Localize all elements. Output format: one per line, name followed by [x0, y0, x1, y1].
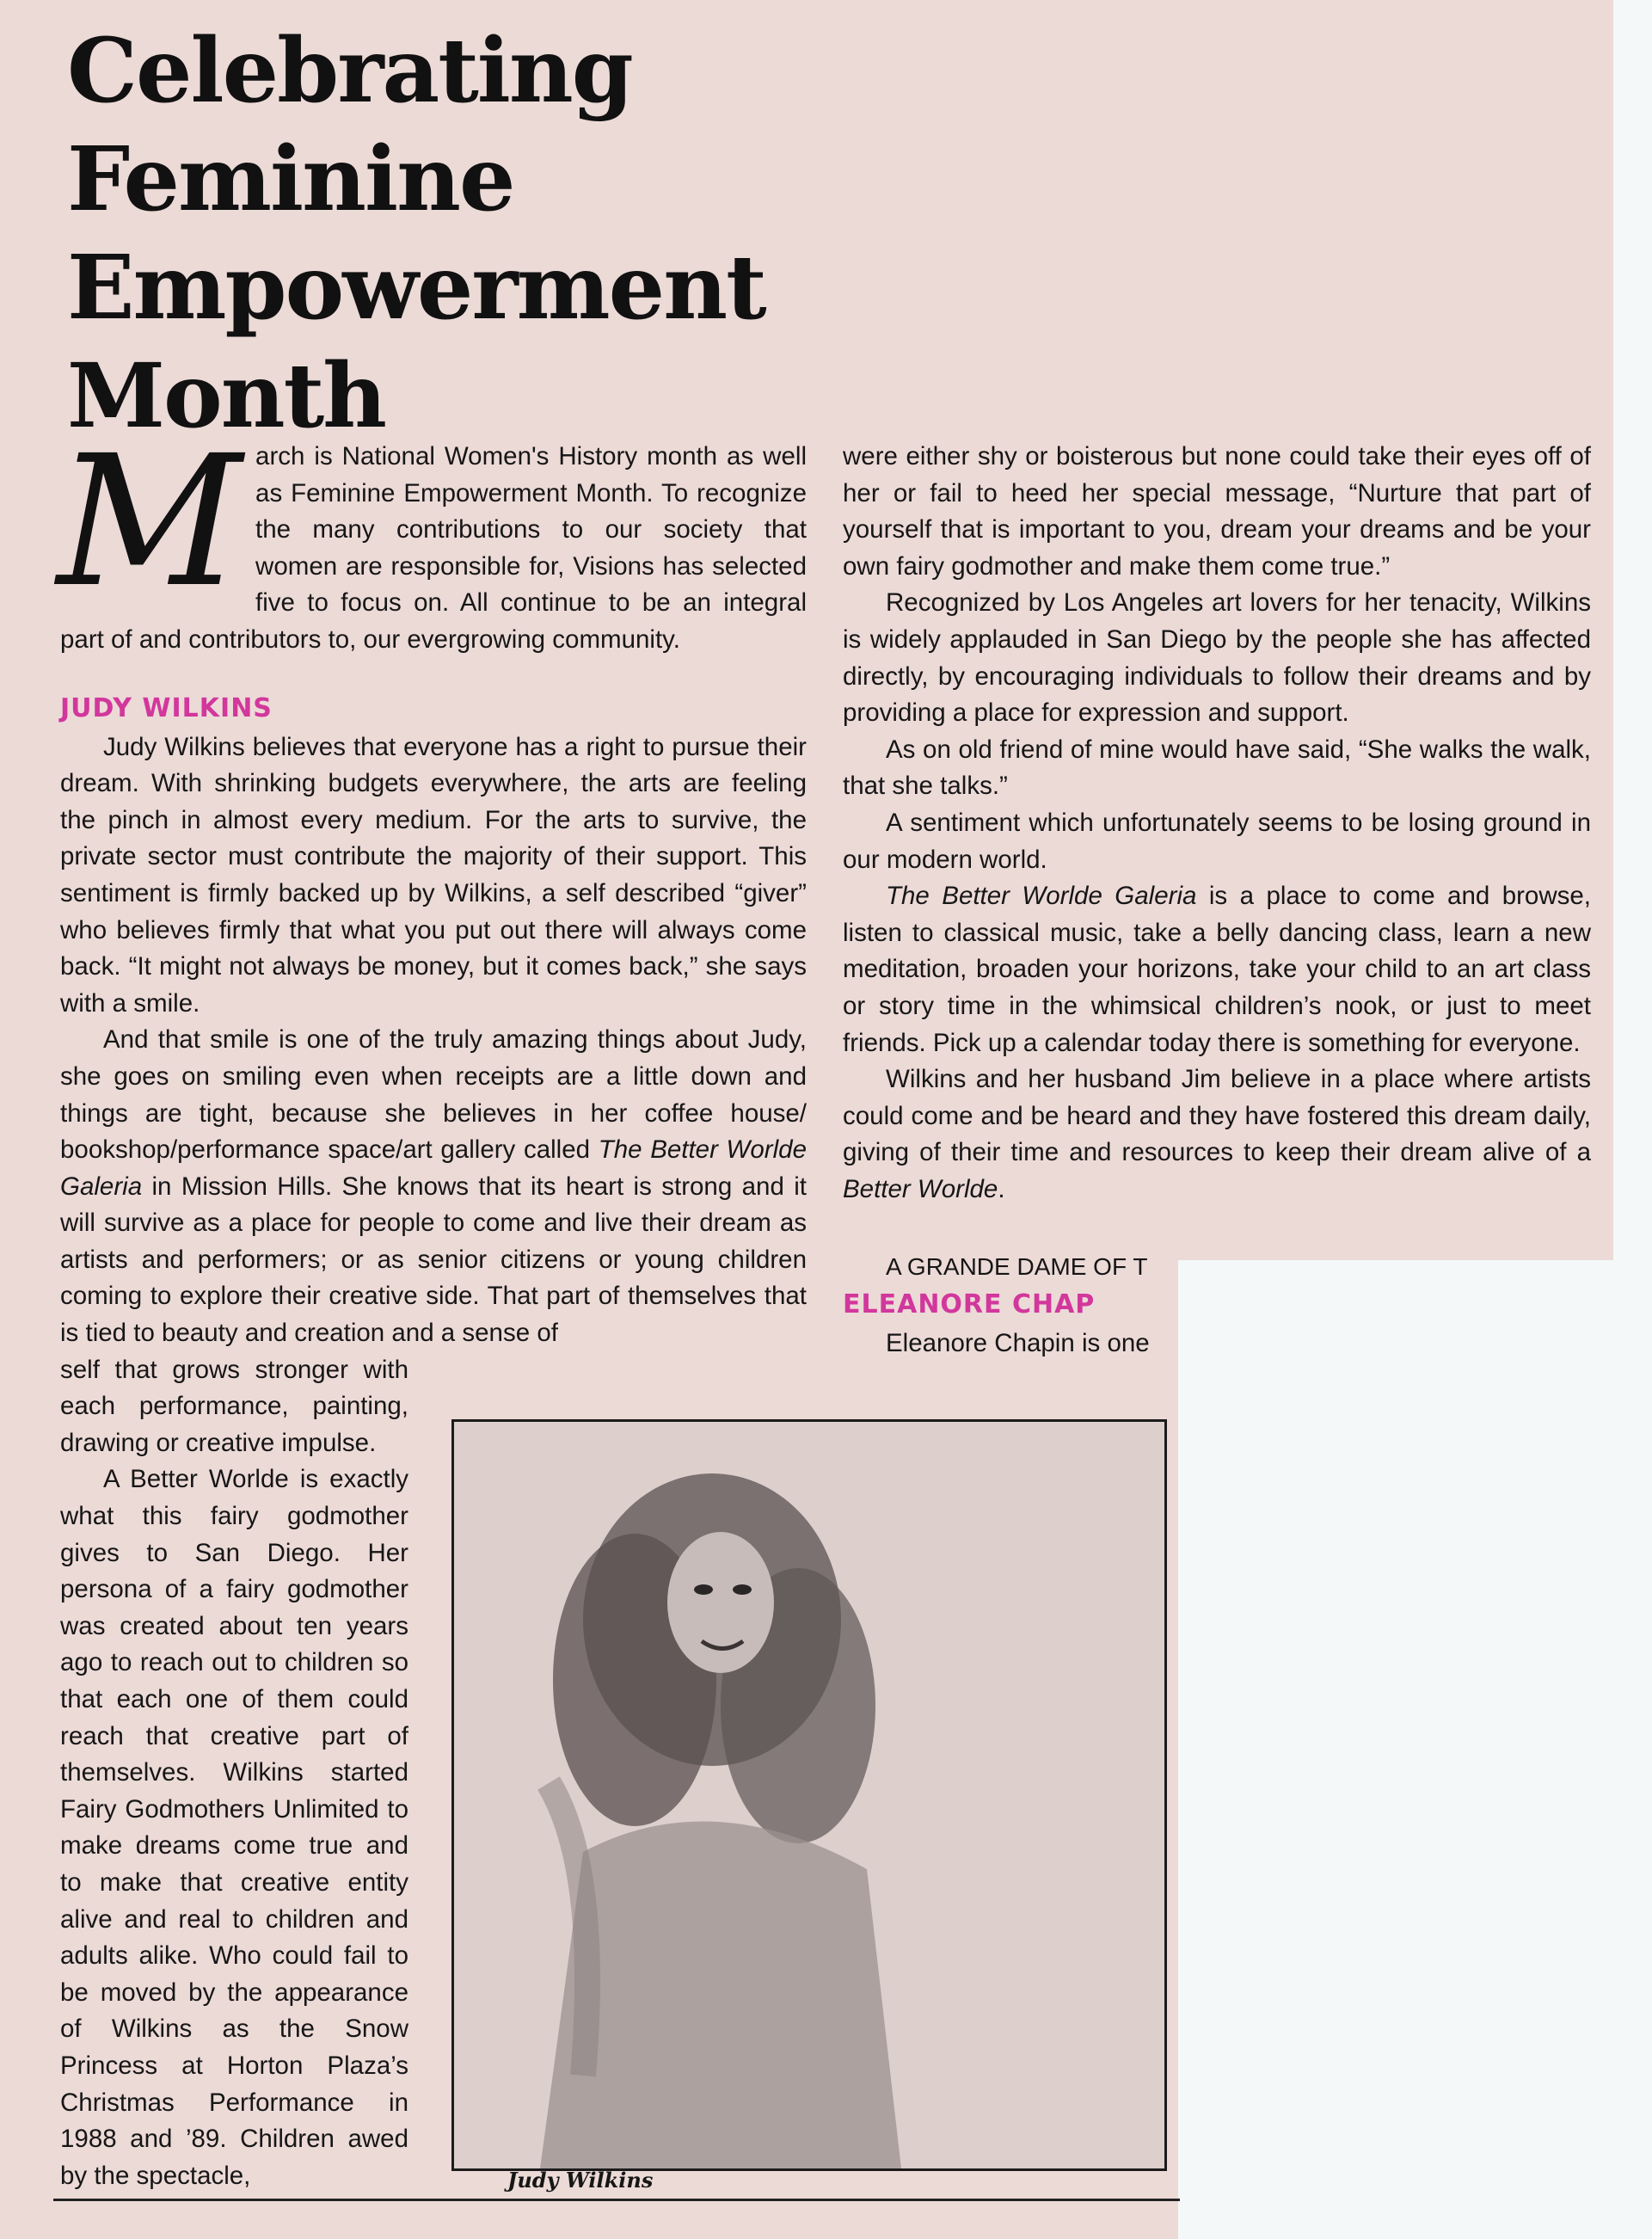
- body-paragraph: Recognized by Los Angeles art lovers for her tenacity, Wilkins is widely applauded in San Diego by the people she has affected directly, by encouraging individuals to follow their dreams and by providing a place for expression and support.: [843, 588, 1591, 728]
- body-paragraph: The Better Worlde Galeria is a place to come and browse, listen to classical music, take a belly dancing class, learn a new meditation, broaden your horizons, take your child to an art class or story time in the whimsical children’s nook, or just to meet friends. Pick up a calendar today there is something for everyone.: [843, 882, 1591, 1057]
- photo-caption: Judy Wilkins: [507, 2168, 654, 2193]
- narrow-wrap-column: [60, 1352, 408, 2195]
- gallery-name: The Better Worlde Galeria: [60, 1135, 807, 1201]
- body-paragraph: were either shy or boisterous but none could take their eyes off of her or fail to heed her special message, “Nurture that part of yourself that is important to you, dream your dreams and be your own fairy godmother and make them come true.”: [843, 442, 1591, 581]
- section-heading-judy-wilkins: JUDY WILKINS: [60, 692, 273, 723]
- body-paragraph: Judy Wilkins believes that everyone has a right to pursue their dream. With shrinking budgets everywhere, the arts are feeling the pinch in almost every medium. For the arts to survive, the private sector must contribute the majority of their support. This sentiment is firmly backed up by Wilkins, a self described “giver” who believes firmly that what you put out there will always come back. “It might not always be money, but it comes back,” she says with a smile.: [60, 732, 807, 1018]
- body-paragraph: A Better Worlde is exactly what this fairy godmother gives to San Diego. Her persona of a fairy godmother was created about ten years ago to reach out to children so that each one of them could reach that creative part of themselves. Wilkins started Fairy Godmothers Unlimited to make dreams come true and to make that creative entity alive and real to children and adults alike. Who could fail to be moved by the appearance of Wilkins as the Snow Princess at Horton Plaza’s Christmas Performance in 1988 and ’89. Children awed by the spectacle,: [60, 1465, 408, 2190]
- photo-frame: [451, 1419, 1167, 2171]
- body-paragraph: As on old friend of mine would have said, “She walks the walk, that she talks.”: [843, 735, 1591, 801]
- body-paragraph: self that grows stronger with each performance, painting, drawing or creative impulse.: [60, 1355, 408, 1457]
- drop-cap: M: [57, 416, 243, 627]
- section-heading-eleanore-chapin: ELEANORE CHAP: [843, 1289, 1096, 1320]
- body-paragraph: Wilkins and her husband Jim believe in a place where artists could come and be heard and they have fostered this dream daily, giving of their time and resources to keep their dream alive of a Better Worlde.: [843, 1065, 1591, 1203]
- bottom-rule: [53, 2199, 1180, 2201]
- article-headline: Celebrating Feminine Empowerment Month: [67, 19, 765, 448]
- body-paragraph: And that smile is one of the truly amazing things about Judy, she goes on smiling even when receipts are a little down and things are tight, because she believes in her coffee house/ bookshop/performance space/art gallery called The Better Worlde Galeria in Mission Hills. She knows that its heart is strong and it will survive as a place for people to come and live their dream as artists and performers; or as senior citizens or young children coming to explore their creative side. That part of themselves that is tied to beauty and creation and a sense of: [60, 1025, 807, 1348]
- intro-paragraph: [57, 416, 807, 659]
- portrait-photo: [454, 1422, 1164, 2168]
- body-paragraph: A sentiment which unfortunately seems to be losing ground in our modern world.: [843, 808, 1591, 874]
- gallery-name: Better Worlde: [843, 1174, 998, 1203]
- intro-text: arch is National Women's History month as well as Feminine Empowerment Month. To recognize the many contributions to our society that women are responsible for, Visions has selected five to focus on. All continue to be an integral part of and contributors to, our evergrowing community.: [60, 442, 807, 654]
- section-subhead: A GRANDE DAME OF T: [886, 1253, 1148, 1281]
- truncated-section: [843, 1249, 1157, 1362]
- body-paragraph: Eleanore Chapin is one: [886, 1329, 1150, 1358]
- torn-corner: [1178, 1260, 1613, 2239]
- right-column: [843, 439, 1591, 1362]
- gallery-name: The Better Worlde Galeria: [886, 882, 1197, 911]
